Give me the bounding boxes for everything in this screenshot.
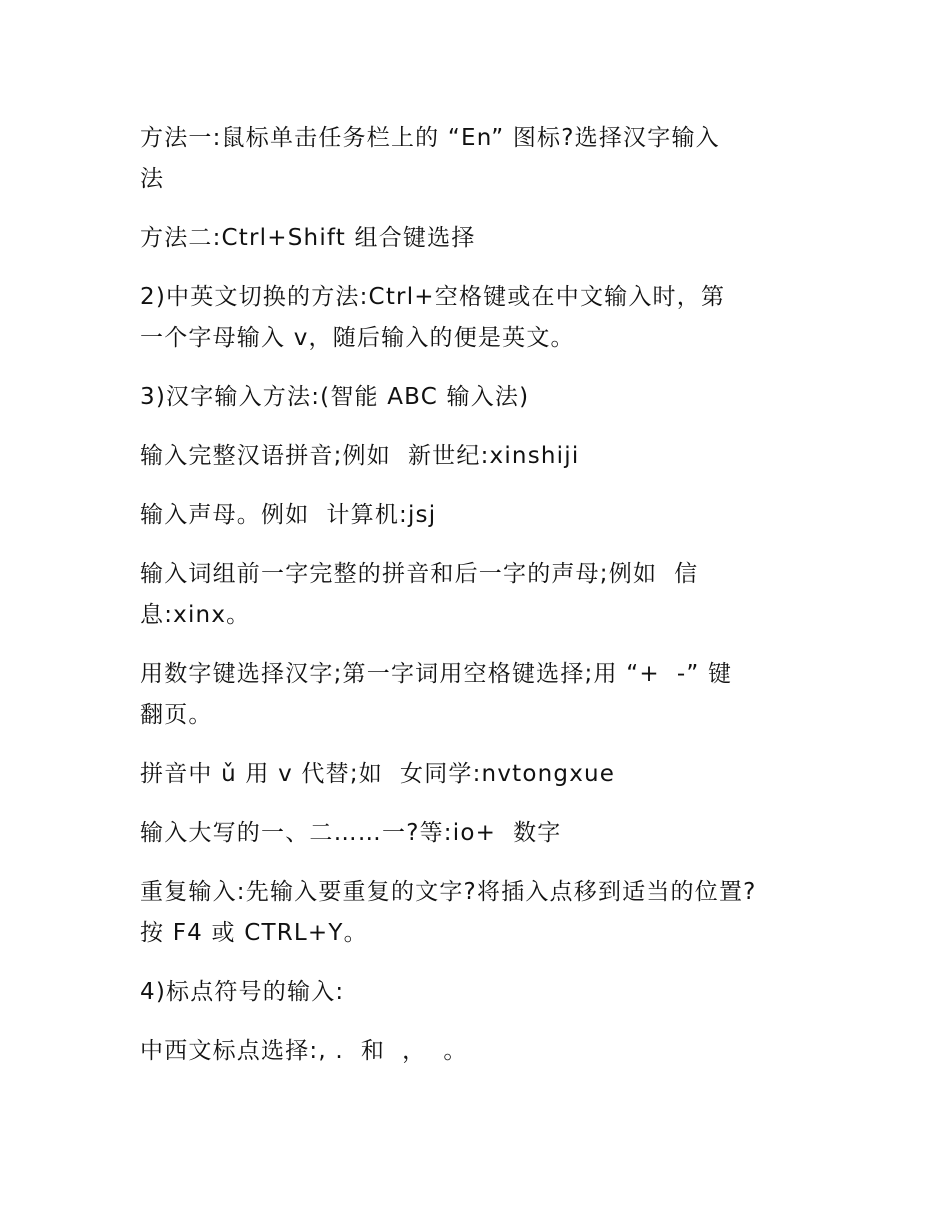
paragraph-punctuation-heading	[140, 972, 840, 1013]
text-line: 方法一:鼠标单击任务栏上的 “En” 图标?选择汉字输入	[140, 125, 720, 151]
text-line: 3)汉字输入方法:(智能 ABC 输入法)	[140, 384, 530, 410]
paragraph-method-two	[140, 218, 840, 259]
text-line: 输入大写的一、二……一?等:io+ 数字	[140, 820, 562, 846]
text-line: 用数字键选择汉字;第一字词用空格键选择;用 “+ -” 键	[140, 661, 733, 687]
text-line: 方法二:Ctrl+Shift 组合键选择	[140, 225, 476, 251]
text-line: 按 F4 或 CTRL+Y。	[140, 920, 368, 946]
text-line: 中西文标点选择:, . 和 ， 。	[140, 1038, 468, 1064]
paragraph-number-keys	[140, 654, 840, 736]
paragraph-switch-method	[140, 277, 840, 359]
paragraph-initials	[140, 495, 840, 536]
document-body	[140, 118, 840, 1090]
text-line: 输入词组前一字完整的拼音和后一字的声母;例如 信	[140, 561, 699, 587]
text-line: 2)中英文切换的方法:Ctrl+空格键或在中文输入时，第	[140, 284, 726, 310]
paragraph-punctuation-choice	[140, 1031, 840, 1072]
text-line: 翻页。	[140, 702, 213, 728]
paragraph-v-substitute	[140, 754, 840, 795]
paragraph-input-method-heading	[140, 377, 840, 418]
text-line: 4)标点符号的输入:	[140, 979, 345, 1005]
paragraph-uppercase-numerals	[140, 813, 840, 854]
text-line: 输入声母。例如 计算机:jsj	[140, 502, 437, 528]
text-line: 息:xinx。	[140, 602, 251, 628]
paragraph-method-one	[140, 118, 840, 200]
text-line: 一个字母输入 v，随后输入的便是英文。	[140, 325, 575, 351]
text-line: 法	[140, 166, 165, 192]
text-line: 输入完整汉语拼音;例如 新世纪:xinshiji	[140, 443, 580, 469]
paragraph-full-pinyin	[140, 436, 840, 477]
paragraph-repeat-input	[140, 872, 840, 954]
text-line: 拼音中 ǔ 用 v 代替;如 女同学:nvtongxue	[140, 761, 616, 787]
paragraph-phrase-input	[140, 554, 840, 636]
text-line: 重复输入:先输入要重复的文字?将插入点移到适当的位置?	[140, 879, 757, 905]
